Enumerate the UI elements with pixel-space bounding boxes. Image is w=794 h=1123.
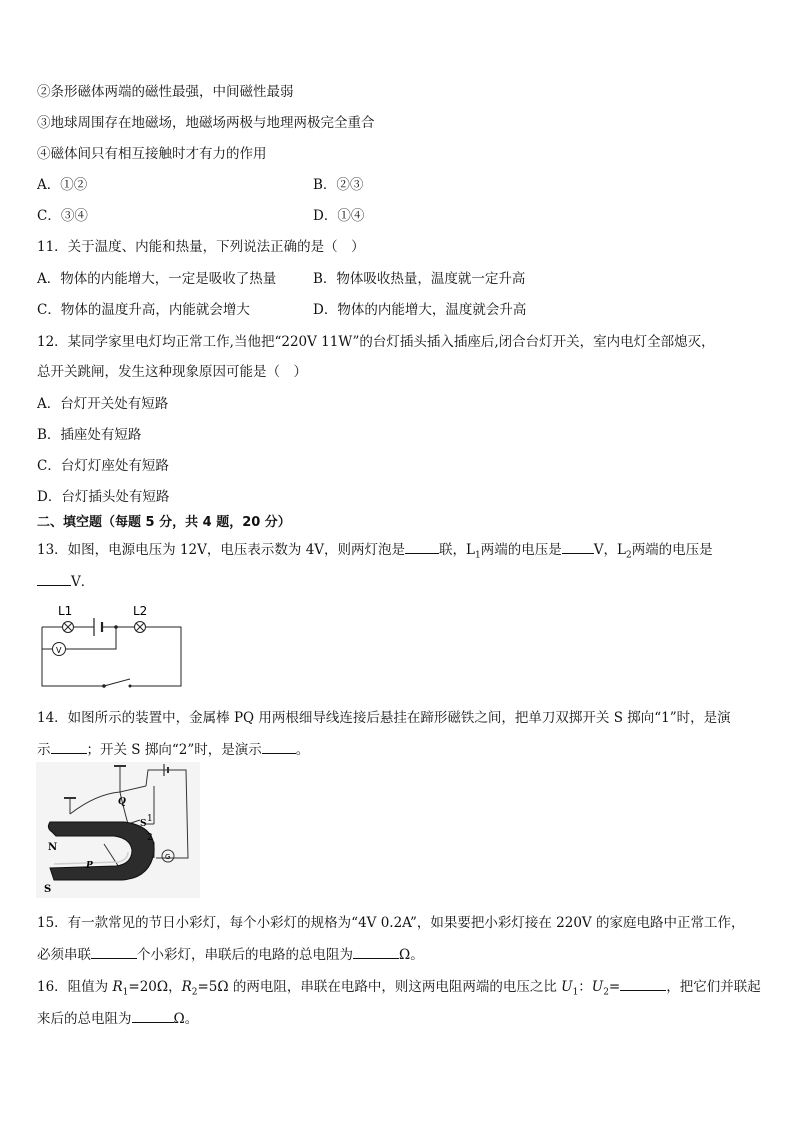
q13-text-5: 两端的电压是 (631, 542, 713, 558)
label-g: G (165, 853, 171, 861)
q10-option-c: C．③④ (37, 208, 88, 224)
q15-text-3: Ω。 (399, 947, 424, 963)
q13-text-4: V，L (593, 542, 626, 558)
q10-option-d: D．①④ (313, 208, 365, 224)
q14-text-2: ；开关 S 掷向“2”时，是演示 (86, 742, 262, 758)
label-contact-2: 2 (147, 833, 153, 843)
q11-option-c: C．物体的温度升高，内能就会增大 (37, 302, 250, 318)
q11-option-d: D．物体的内能增大，温度就会升高 (313, 302, 527, 318)
q14-blank-1[interactable] (51, 740, 87, 754)
q11-stem: 11．关于温度、内能和热量，下列说法正确的是（ ） (37, 239, 365, 255)
q11-option-a: A．物体的内能增大，一定是吸收了热量 (37, 271, 277, 287)
statement-3: ③地球周围存在地磁场，地磁场两极与地理两极完全重合 (37, 115, 375, 131)
q12-option-d: D．台灯插头处有短路 (37, 489, 170, 505)
q15-stem-line2 (37, 945, 424, 964)
q16-var-r2: R (181, 979, 192, 995)
q13-blank-1[interactable] (405, 540, 439, 554)
q16-sub-2: 2 (191, 987, 198, 998)
label-contact-1: 1 (147, 814, 153, 824)
q13-text-6: V． (71, 574, 95, 590)
q12-stem-line1: 12．某同学家里电灯均正常工作,当他把“220V 11W”的台灯插头插入插座后,闭合台灯开关，室内电灯全部熄灭， (37, 334, 715, 350)
label-s-pole: S (44, 884, 52, 895)
q16-stem-line1 (37, 977, 761, 1002)
q16-text-1: 16．阻值为 (37, 979, 113, 995)
q16-sub-4: 2 (603, 987, 609, 998)
label-switch-s: S (140, 819, 147, 829)
q13-stem-line2 (37, 572, 94, 591)
q10-option-a: A．①② (37, 177, 88, 193)
q10-option-b: B．②③ (313, 177, 364, 193)
q16-var-r1: R (112, 979, 123, 995)
label-l1: L1 (58, 604, 73, 618)
label-l2: L2 (133, 604, 148, 618)
q15-text-1: 必须串联 (37, 947, 91, 963)
q14-text-1: 示 (37, 742, 51, 758)
q16-var-u1: U (561, 979, 573, 995)
statement-2: ②条形磁体两端的磁性最强，中间磁性最弱 (37, 84, 294, 100)
q13-circuit-diagram (36, 598, 188, 692)
q16-text-5: = (608, 979, 621, 995)
q16-text-4: ： (578, 979, 592, 995)
section-2-heading: 二、填空题（每题 5 分，共 4 题，20 分） (37, 515, 291, 530)
q12-option-a: A．台灯开关处有短路 (37, 396, 169, 412)
q13-sub-1: 1 (475, 550, 481, 561)
q15-stem-line1: 15．有一款常见的节日小彩灯，每个小彩灯的规格为“4V 0.2A”，如果要把小彩灯接在 220V 的家庭电路中正常工作， (37, 915, 745, 931)
q13-sub-2: 2 (625, 550, 632, 561)
q16-text-2: =20Ω， (128, 979, 182, 995)
statement-4: ④磁体间只有相互接触时才有力的作用 (37, 146, 267, 162)
q16-text-6: ，把它们并联起 (666, 979, 761, 995)
q14-stem-line2 (37, 740, 309, 759)
q16-blank-1[interactable] (620, 977, 666, 991)
q16-sub-1: 1 (122, 987, 129, 998)
label-q: Q (118, 797, 126, 807)
q14-blank-2[interactable] (262, 740, 296, 754)
q15-blank-1[interactable] (91, 945, 137, 959)
q14-stem-line1: 14．如图所示的装置中，金属棒 PQ 用两根细导线连接后悬挂在蹄形磁铁之间，把单刀双掷开关 S 掷向“1”时，是演 (37, 710, 731, 726)
q14-apparatus-figure (36, 762, 200, 898)
q11-option-b: B．物体吸收热量，温度就一定升高 (313, 271, 526, 287)
label-v: V (56, 646, 62, 655)
label-p: P (86, 861, 93, 871)
q16-var-u2: U (591, 979, 604, 995)
q12-option-b: B．插座处有短路 (37, 427, 142, 443)
q13-text-1: 13．如图，电源电压为 12V，电压表示数为 4V，则两灯泡是 (37, 542, 406, 558)
q13-text-2: 联，L (439, 542, 475, 558)
q13-stem-line1 (37, 540, 713, 565)
q16-stem-line2 (37, 1009, 198, 1028)
q12-stem-line2: 总开关跳闸，发生这种现象原因可能是（ ） (37, 364, 307, 380)
q13-text-3: 两端的电压是 (480, 542, 562, 558)
label-n-pole: N (48, 842, 58, 853)
q15-blank-2[interactable] (353, 945, 399, 959)
q16-sub-3: 1 (572, 987, 579, 998)
q13-blank-3[interactable] (37, 572, 71, 586)
q12-option-c: C．台灯灯座处有短路 (37, 458, 169, 474)
q16-blank-2[interactable] (132, 1009, 174, 1023)
q14-text-3: 。 (295, 742, 310, 758)
q16-text-3: =5Ω 的两电阻，串联在电路中，则这两电阻两端的电压之比 (197, 979, 562, 995)
q15-text-2: 个小彩灯，串联后的电路的总电阻为 (137, 947, 353, 963)
q16-text-8: Ω。 (173, 1011, 199, 1027)
q16-text-7: 来后的总电阻为 (37, 1011, 132, 1027)
q13-blank-2[interactable] (562, 540, 594, 554)
